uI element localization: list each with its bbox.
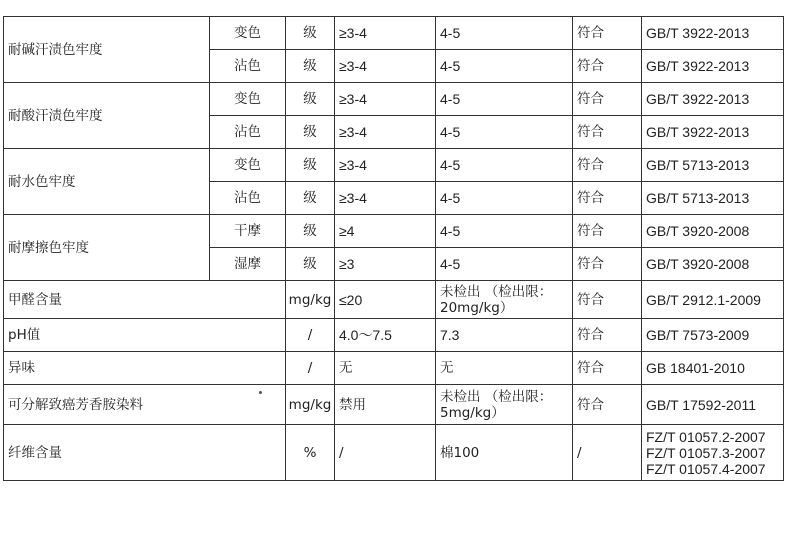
unit-cell: 级 bbox=[286, 149, 335, 182]
table-row bbox=[4, 17, 784, 50]
standard-cell: GB 18401-2010 bbox=[642, 352, 784, 385]
judgement-cell: 符合 bbox=[573, 319, 642, 352]
standard-cell: GB/T 3920-2008 bbox=[642, 248, 784, 281]
table-row bbox=[4, 83, 784, 116]
result-cell: 棉100 bbox=[436, 425, 573, 481]
judgement-cell: 符合 bbox=[573, 116, 642, 149]
table-row bbox=[4, 215, 784, 248]
table-row bbox=[4, 319, 784, 352]
standard-cell: GB/T 3920-2008 bbox=[642, 215, 784, 248]
standard-line: FZ/T 01057.3-2007 bbox=[646, 444, 766, 461]
judgement-cell: 符合 bbox=[573, 281, 642, 319]
unit-cell: 级 bbox=[286, 83, 335, 116]
standard-cell: GB/T 3922-2013 bbox=[642, 116, 784, 149]
item-name: 可分解致癌芳香胺染料 bbox=[4, 385, 286, 425]
table-row bbox=[4, 149, 784, 182]
result-cell: 无 bbox=[436, 352, 573, 385]
sub-item: 湿摩 bbox=[210, 248, 286, 281]
standard-cell: GB/T 3922-2013 bbox=[642, 17, 784, 50]
result-cell: 4-5 bbox=[436, 248, 573, 281]
item-name: 异味 bbox=[4, 352, 286, 385]
judgement-cell: 符合 bbox=[573, 352, 642, 385]
result-cell: 4-5 bbox=[436, 215, 573, 248]
standard-line: FZ/T 01057.2-2007 bbox=[646, 428, 766, 445]
unit-cell: 级 bbox=[286, 50, 335, 83]
test-results-table bbox=[3, 16, 784, 481]
requirement-cell: ≥3-4 bbox=[335, 17, 436, 50]
requirement-cell: 禁用 bbox=[335, 385, 436, 425]
result-cell bbox=[436, 281, 573, 319]
unit-cell: 级 bbox=[286, 182, 335, 215]
table-row bbox=[4, 425, 784, 481]
result-line: 20mg/kg） bbox=[440, 299, 514, 316]
standard-cell: GB/T 7573-2009 bbox=[642, 319, 784, 352]
judgement-cell: 符合 bbox=[573, 248, 642, 281]
scan-speck bbox=[259, 391, 262, 394]
requirement-cell: ≥3-4 bbox=[335, 50, 436, 83]
unit-cell: 级 bbox=[286, 215, 335, 248]
result-cell: 4-5 bbox=[436, 116, 573, 149]
item-name: 耐摩擦色牢度 bbox=[4, 215, 210, 281]
result-cell bbox=[436, 385, 573, 425]
unit-cell: mg/kg bbox=[286, 281, 335, 319]
table-row bbox=[4, 281, 784, 319]
sub-item: 沾色 bbox=[210, 50, 286, 83]
item-name: 纤维含量 bbox=[4, 425, 286, 481]
requirement-cell: ≥4 bbox=[335, 215, 436, 248]
judgement-cell: 符合 bbox=[573, 385, 642, 425]
unit-cell: / bbox=[286, 352, 335, 385]
unit-cell: 级 bbox=[286, 116, 335, 149]
result-cell: 4-5 bbox=[436, 50, 573, 83]
requirement-cell: ≥3-4 bbox=[335, 182, 436, 215]
judgement-cell: 符合 bbox=[573, 50, 642, 83]
standard-cell: GB/T 5713-2013 bbox=[642, 149, 784, 182]
sub-item: 干摩 bbox=[210, 215, 286, 248]
sub-item: 变色 bbox=[210, 149, 286, 182]
standard-line: FZ/T 01057.4-2007 bbox=[646, 460, 766, 477]
item-name: 甲醛含量 bbox=[4, 281, 286, 319]
standard-cell bbox=[642, 425, 784, 481]
judgement-cell: / bbox=[573, 425, 642, 481]
item-name: 耐水色牢度 bbox=[4, 149, 210, 215]
standard-cell: GB/T 3922-2013 bbox=[642, 83, 784, 116]
sub-item: 沾色 bbox=[210, 182, 286, 215]
requirement-cell: ≥3-4 bbox=[335, 116, 436, 149]
result-cell: 4-5 bbox=[436, 182, 573, 215]
result-line: 未检出 （检出限： bbox=[440, 388, 553, 405]
unit-cell: 级 bbox=[286, 17, 335, 50]
standard-cell: GB/T 2912.1-2009 bbox=[642, 281, 784, 319]
requirement-cell: 无 bbox=[335, 352, 436, 385]
standard-cell: GB/T 3922-2013 bbox=[642, 50, 784, 83]
sub-item: 变色 bbox=[210, 83, 286, 116]
result-cell: 4-5 bbox=[436, 149, 573, 182]
sub-item: 沾色 bbox=[210, 116, 286, 149]
unit-cell: / bbox=[286, 319, 335, 352]
judgement-cell: 符合 bbox=[573, 17, 642, 50]
requirement-cell: / bbox=[335, 425, 436, 481]
judgement-cell: 符合 bbox=[573, 182, 642, 215]
judgement-cell: 符合 bbox=[573, 149, 642, 182]
table-row bbox=[4, 385, 784, 425]
requirement-cell: 4.0～7.5 bbox=[335, 319, 436, 352]
requirement-cell: ≤20 bbox=[335, 281, 436, 319]
judgement-cell: 符合 bbox=[573, 83, 642, 116]
requirement-cell: ≥3-4 bbox=[335, 149, 436, 182]
result-cell: 4-5 bbox=[436, 17, 573, 50]
standard-cell: GB/T 5713-2013 bbox=[642, 182, 784, 215]
sub-item: 变色 bbox=[210, 17, 286, 50]
requirement-cell: ≥3 bbox=[335, 248, 436, 281]
result-line: 未检出 （检出限： bbox=[440, 283, 553, 300]
item-name: 耐碱汗渍色牢度 bbox=[4, 17, 210, 83]
item-name: pH值 bbox=[4, 319, 286, 352]
judgement-cell: 符合 bbox=[573, 215, 642, 248]
result-line: 5mg/kg） bbox=[440, 404, 505, 421]
result-cell: 7.3 bbox=[436, 319, 573, 352]
unit-cell: % bbox=[286, 425, 335, 481]
item-name: 耐酸汗渍色牢度 bbox=[4, 83, 210, 149]
standard-cell: GB/T 17592-2011 bbox=[642, 385, 784, 425]
unit-cell: 级 bbox=[286, 248, 335, 281]
result-cell: 4-5 bbox=[436, 83, 573, 116]
requirement-cell: ≥3-4 bbox=[335, 83, 436, 116]
unit-cell: mg/kg bbox=[286, 385, 335, 425]
table-row bbox=[4, 352, 784, 385]
